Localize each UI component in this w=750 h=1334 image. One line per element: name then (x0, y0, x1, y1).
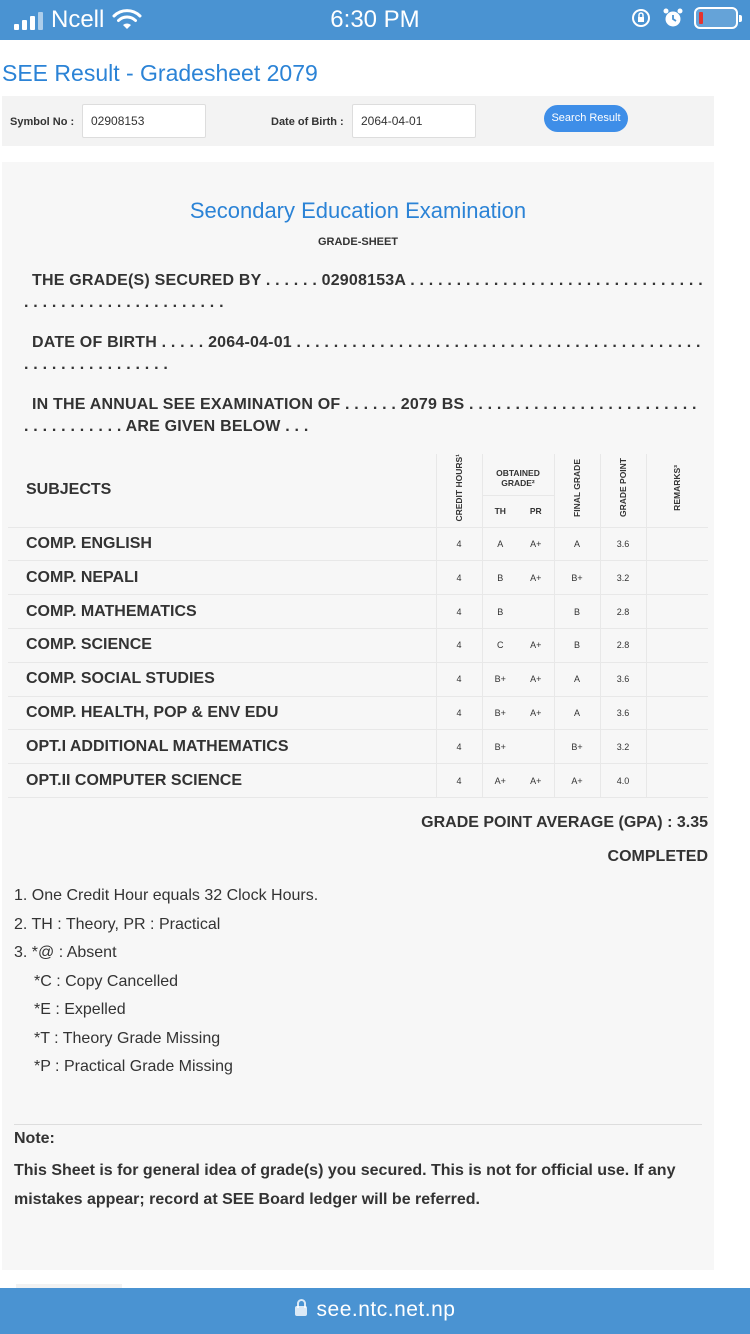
dob-prefix: DATE OF BIRTH . . . . . (32, 334, 209, 351)
credit-hours: 4 (436, 561, 482, 595)
exam-year-value: 2079 BS (400, 396, 465, 413)
legend-item: *T : Theory Grade Missing (34, 1029, 221, 1047)
theory-grade: A (482, 527, 518, 561)
remarks (646, 662, 708, 696)
practical-grade: A+ (518, 561, 554, 595)
final-grade: B+ (554, 561, 600, 595)
final-grade: B+ (554, 730, 600, 764)
practical-grade: A+ (518, 662, 554, 696)
result-card (2, 162, 714, 1270)
note-text: This Sheet is for general idea of grade(s) you secured. This is not for official use. If any mistakes appear; record at SEE Board ledger will be referred. (14, 1162, 676, 1208)
table-header-row (8, 454, 708, 496)
table-row (8, 628, 708, 662)
gpa-summary: GRADE POINT AVERAGE (GPA) : 3.35 (421, 814, 708, 831)
th-header: TH (482, 496, 518, 527)
practical-grade (518, 730, 554, 764)
symbol-input[interactable]: 02908153 (82, 104, 206, 138)
credit-hours: 4 (436, 696, 482, 730)
practical-grade (518, 595, 554, 629)
carrier-name: Ncell (51, 6, 105, 33)
lock-icon (295, 1306, 307, 1316)
dob-line (24, 332, 704, 376)
theory-grade: B (482, 595, 518, 629)
final-grade-header: FINAL GRADE (572, 458, 582, 517)
legend-item: *P : Practical Grade Missing (34, 1058, 233, 1075)
obtained-grade-header: OBTAINED GRADE² (482, 454, 554, 496)
grade-point: 3.6 (600, 696, 646, 730)
remarks (646, 527, 708, 561)
legend-item: *E : Expelled (34, 1001, 126, 1018)
remarks (646, 730, 708, 764)
subject-name: OPT.I ADDITIONAL MATHEMATICS (8, 730, 436, 764)
dob-suffix: . . . . . . . . . . . . . . . . . . . . . . . . . . . . . . . . . . . . . . . . . . . . . . . . . . . . . . . . . . . . (24, 334, 701, 373)
table-row (8, 764, 708, 798)
final-grade: B (554, 628, 600, 662)
table-row (8, 595, 708, 629)
theory-grade: B+ (482, 696, 518, 730)
remarks (646, 561, 708, 595)
legend-item: 2. TH : Theory, PR : Practical (14, 915, 221, 933)
legend-item: 3. *@ : Absent (14, 944, 117, 961)
page-title: SEE Result - Gradesheet 2079 (2, 60, 318, 86)
remarks (646, 595, 708, 629)
subject-name: COMP. MATHEMATICS (8, 595, 436, 629)
dob-value: 2064-04-01 (208, 334, 292, 351)
note-heading: Note: (14, 1130, 55, 1147)
subject-name: COMP. SCIENCE (8, 628, 436, 662)
legend-item: *C : Copy Cancelled (34, 972, 179, 990)
subject-name: COMP. NEPALI (8, 561, 436, 595)
note-divider (14, 1124, 702, 1125)
subject-name: COMP. SOCIAL STUDIES (8, 662, 436, 696)
grade-point: 2.8 (600, 628, 646, 662)
credit-hours: 4 (436, 662, 482, 696)
legend-item: 1. One Credit Hour equals 32 Clock Hours. (14, 887, 319, 904)
practical-grade: A+ (518, 696, 554, 730)
secured-by-suffix: . . . . . . . . . . . . . . . . . . . . . . . . . . . . . . . . . . . . . . . . . . . . . . . . . . . . . . (24, 272, 703, 311)
status-right (630, 7, 738, 29)
credit-hours: 4 (436, 527, 482, 561)
subjects-header: SUBJECTS (8, 454, 436, 527)
theory-grade: B (482, 561, 518, 595)
remarks (646, 628, 708, 662)
grades-table (8, 454, 708, 798)
theory-grade: B+ (482, 730, 518, 764)
final-grade: A (554, 662, 600, 696)
theory-grade: A+ (482, 764, 518, 798)
status-time: 6:30 PM (330, 6, 420, 33)
table-row (8, 730, 708, 764)
dob-label: Date of Birth : (271, 116, 344, 128)
exam-year-suffix: . . . . . . . . . . . . . . . . . . . . . . . . . . . . . . . . . . . . ARE GIVEN BELOW . . . (24, 396, 697, 435)
symbol-number-value: 02908153A (321, 272, 406, 289)
credit-hours-header: CREDIT HOURS¹ (454, 454, 464, 522)
alarm-icon (662, 7, 684, 29)
secured-by-line (24, 270, 704, 314)
grade-point: 3.6 (600, 662, 646, 696)
dob-input[interactable]: 2064-04-01 (352, 104, 476, 138)
final-grade: B (554, 595, 600, 629)
table-row (8, 561, 708, 595)
exam-title: Secondary Education Examination (189, 198, 527, 223)
browser-url-bar[interactable] (0, 1288, 750, 1334)
subject-name: COMP. ENGLISH (8, 527, 436, 561)
secured-by-prefix: THE GRADE(S) SECURED BY . . . . . . (32, 272, 322, 289)
battery-icon (694, 7, 738, 29)
table-row (8, 527, 708, 561)
grade-point: 3.2 (600, 561, 646, 595)
final-grade: A (554, 696, 600, 730)
grade-point-header: GRADE POINT (618, 458, 628, 518)
url-text: see.ntc.net.np (316, 1298, 456, 1321)
remarks (646, 696, 708, 730)
theory-grade: C (482, 628, 518, 662)
grade-point: 2.8 (600, 595, 646, 629)
theory-grade: B+ (482, 662, 518, 696)
credit-hours: 4 (436, 595, 482, 629)
grade-point: 3.2 (600, 730, 646, 764)
practical-grade: A+ (518, 628, 554, 662)
credit-hours: 4 (436, 730, 482, 764)
search-form (2, 96, 714, 146)
remarks (646, 764, 708, 798)
exam-year-prefix: IN THE ANNUAL SEE EXAMINATION OF . . . . . . (32, 396, 401, 413)
credit-hours: 4 (436, 764, 482, 798)
practical-grade: A+ (518, 764, 554, 798)
sheet-title: GRADE-SHEET (317, 236, 399, 248)
final-grade: A+ (554, 764, 600, 798)
exam-year-line (24, 394, 704, 438)
remarks-header: REMARKS³ (672, 464, 683, 511)
table-row (8, 696, 708, 730)
credit-hours: 4 (436, 628, 482, 662)
grades-body (8, 527, 708, 797)
pr-header: PR (518, 496, 554, 527)
status-bar (0, 0, 750, 40)
legend-list (14, 882, 318, 1082)
grade-point: 4.0 (600, 764, 646, 798)
final-grade: A (554, 527, 600, 561)
practical-grade: A+ (518, 527, 554, 561)
search-result-button[interactable]: Search Result (544, 105, 628, 132)
symbol-label: Symbol No : (10, 116, 75, 128)
result-status: COMPLETED (607, 848, 708, 865)
grade-point: 3.6 (600, 527, 646, 561)
subject-name: OPT.II COMPUTER SCIENCE (8, 764, 436, 798)
table-row (8, 662, 708, 696)
rotation-lock-icon (630, 7, 652, 29)
subject-name: COMP. HEALTH, POP & ENV EDU (8, 696, 436, 730)
